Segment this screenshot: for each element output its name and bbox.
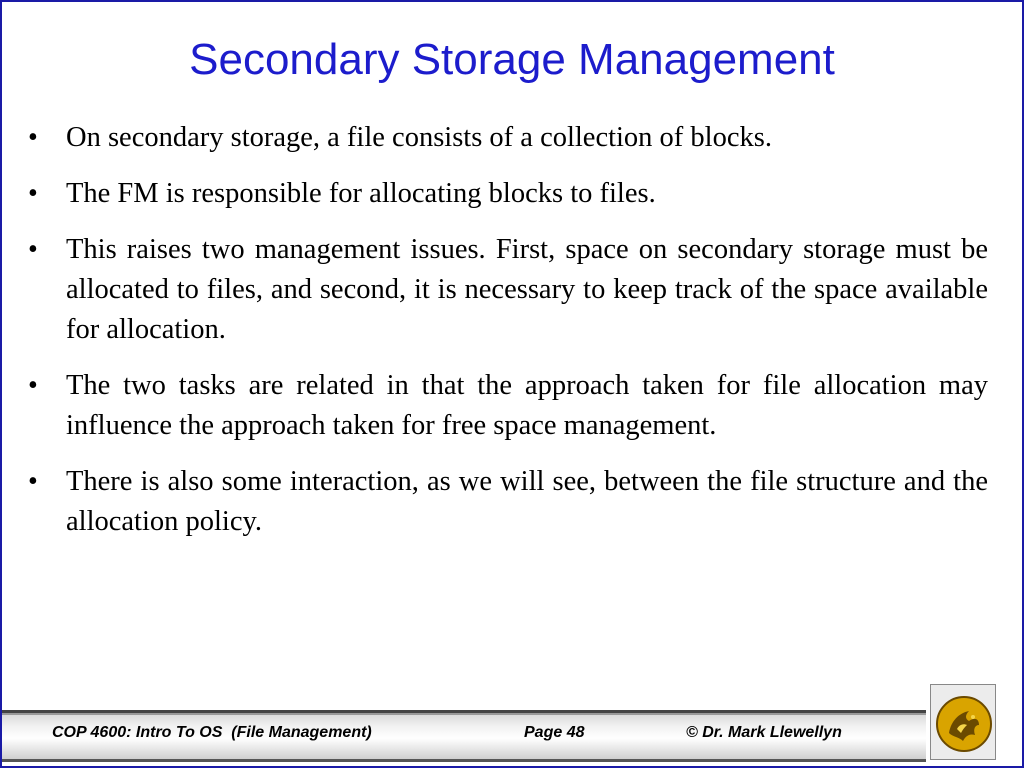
ucf-pegasus-logo-icon: [935, 695, 993, 753]
bullet-dot: •: [28, 178, 38, 209]
bullet-list: [28, 118, 988, 558]
bullet-item: [28, 118, 988, 158]
bullet-dot: •: [28, 122, 38, 153]
footer-course: COP 4600: Intro To OS (File Management): [52, 724, 372, 741]
footer-page-number: Page 48: [524, 724, 585, 741]
bullet-dot: •: [28, 370, 38, 401]
slide-title: Secondary Storage Management: [189, 35, 835, 84]
bullet-item: [28, 174, 988, 214]
footer-author: © Dr. Mark Llewellyn: [686, 724, 842, 741]
logo-box: [930, 684, 996, 760]
bullet-text: There is also some interaction, as we will see, between the file structure and the allocation policy.: [66, 466, 988, 537]
bullet-item: [28, 230, 988, 350]
bullet-text: The two tasks are related in that the approach taken for file allocation may influence the approach taken for free space management.: [66, 370, 988, 441]
footer-bar: [0, 698, 1024, 768]
bullet-text: On secondary storage, a file consists of a collection of blocks.: [66, 122, 772, 153]
bullet-item: [28, 462, 988, 542]
bullet-dot: •: [28, 234, 38, 265]
bullet-dot: •: [28, 466, 38, 497]
bullet-text: This raises two management issues. First, space on secondary storage must be allocated to files, and second, it is necessary to keep track of the space available for allocation.: [66, 234, 988, 345]
bullet-text: The FM is responsible for allocating blocks to files.: [66, 178, 656, 209]
bullet-item: [28, 366, 988, 446]
